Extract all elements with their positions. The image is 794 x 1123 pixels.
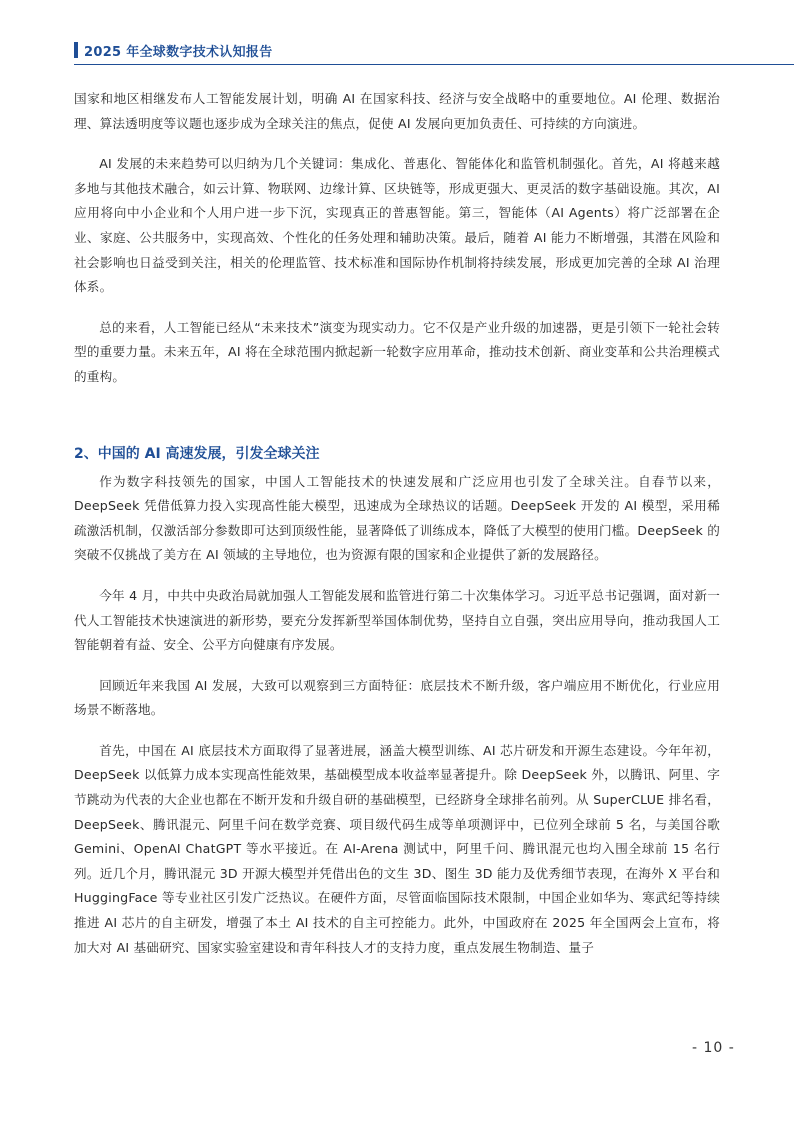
page-body [74,87,720,960]
paragraph: 国家和地区相继发布人工智能发展计划，明确 AI 在国家科技、经济与安全战略中的重要地位。AI 伦理、数据治理、算法透明度等议题也逐步成为全球关注的焦点，促使 AI 发展向更加负责任、可持续的方向演进。 [74,91,720,131]
paragraph: AI 发展的未来趋势可以归纳为几个关键词：集成化、普惠化、智能体化和监管机制强化。首先，AI 将越来越多地与其他技术融合，如云计算、物联网、边缘计算、区块链等，形成更强大、更灵活的数字基础设施。其次，AI 应用将向中小企业和个人用户进一步下沉，实现真正的普惠智能。第三，智能体（AI Agents）将广泛部署在企业、家庭、公共服务中，实现高效、个性化的任务处理和辅助决策。最后，随着 AI 能力不断增强，其潜在风险和社会影响也日益受到关注，相关的伦理监管、技术标准和国际协作机制将持续发展，形成更加完善的全球 AI 治理体系。 [74,156,720,295]
paragraph: 首先，中国在 AI 底层技术方面取得了显著进展，涵盖大模型训练、AI 芯片研发和开源生态建设。今年年初，DeepSeek 以低算力成本实现高性能效果，基础模型成本收益率显著提升。除 DeepSeek 外，以腾讯、阿里、字节跳动为代表的大企业也都在不断开发和升级自研的基础模型，已经跻身全球排名前列。从 SuperCLUE 排名看，DeepSeek、腾讯混元、阿里千问在数学竞赛、项目级代码生成等单项测评中，已位列全球前 5 名，与美国谷歌 Gemini、OpenAI ChatGPT 等水平接近。在 AI-Arena 测试中，阿里千问、腾讯混元也均入围全球前 15 名行列。近几个月，腾讯混元 3D 开源大模型并凭借出色的文生 3D、图生 3D 能力及优秀细节表现，在海外 X 平台和 HuggingFace 等专业社区引发广泛热议。在硬件方面，尽管面临国际技术限制，中国企业如华为、寒武纪等持续推进 AI 芯片的自主研发，增强了本土 AI 技术的自主可控能力。此外，中国政府在 2025 年全国两会上宣布，将加大对 AI 基础研究、国家实验室建设和青年科技人才的支持力度，重点发展生物制造、量子 [74,742,720,955]
paragraph: 回顾近年来我国 AI 发展，大致可以观察到三方面特征：底层技术不断升级，客户端应用不断优化，行业应用场景不断落地。 [74,677,720,718]
paragraph: 作为数字科技领先的国家，中国人工智能技术的快速发展和广泛应用也引发了全球关注。自春节以来，DeepSeek 凭借低算力投入实现高性能大模型，迅速成为全球热议的话题。DeepSeek 开发的 AI 模型，采用稀疏激活机制，仅激活部分参数即可达到顶级性能，显著降低了训练成本，降低了大模型的使用门槛。DeepSeek 的突破不仅挑战了美方在 AI 领域的主导地位，也为资源有限的国家和企业提供了新的发展路径。 [74,473,720,563]
page-header [74,40,273,60]
header-accent-bar [74,42,78,58]
section-heading: 2、中国的 AI 高速发展，引发全球关注 [74,445,320,462]
page-number: - 10 - [692,1040,735,1056]
paragraph: 总的来看，人工智能已经从“未来技术”演变为现实动力。它不仅是产业升级的加速器，更是引领下一轮社会转型的重要力量。未来五年，AI 将在全球范围内掀起新一轮数字应用革命，推动技术创新、商业变革和公共治理模式的重构。 [74,319,720,384]
paragraph: 今年 4 月，中共中央政治局就加强人工智能发展和监管进行第二十次集体学习。习近平总书记强调，面对新一代人工智能技术快速演进的新形势，要充分发挥新型举国体制优势，坚持自立自强，突出应用导向，推动我国人工智能朝着有益、安全、公平方向健康有序发展。 [74,587,720,653]
report-title: 2025 年全球数字技术认知报告 [84,44,273,60]
header-divider [74,64,794,65]
